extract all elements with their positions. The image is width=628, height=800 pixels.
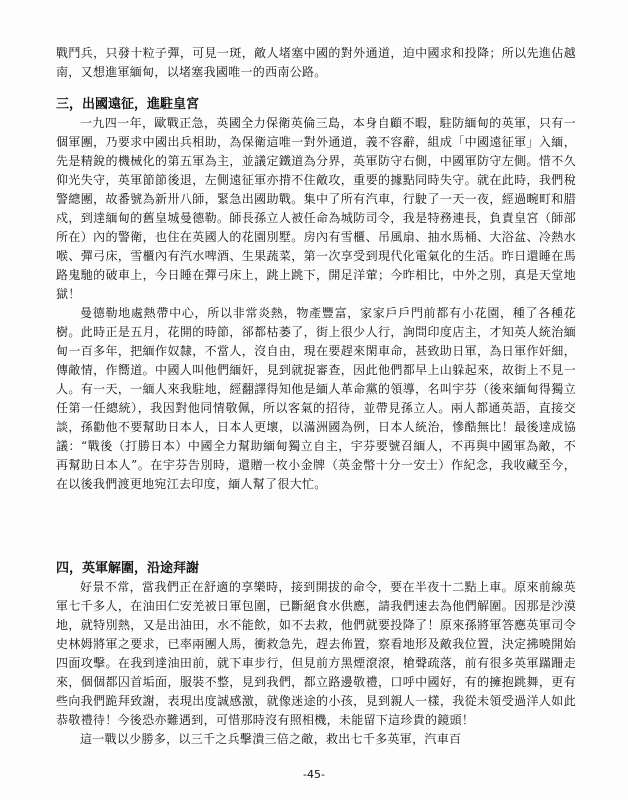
section-heading-3: 三，出國遠征，進駐皇宮 xyxy=(56,97,200,112)
intro-text: 戰鬥兵，只發十粒子彈，可見一斑，敵人堵塞中國的對外通道，迫中國求和投降；所以先進佔越南，又想進軍緬甸，以堵塞我國唯一的西南公路。 xyxy=(56,46,576,79)
section-4-body xyxy=(56,578,576,749)
intro-paragraph xyxy=(56,44,576,82)
section-3-body xyxy=(56,114,576,494)
section-heading-4: 四，英軍解圍，沿途拜謝 xyxy=(56,561,200,576)
section-4-paragraph-1: 好景不常，當我們正在舒適的享樂時，接到開拔的命令，要在半夜十二點上車。原來前線英軍七千多人，在油田仁安羌被日軍包圍，已斷絕食水供應，請我們速去為他們解圍。因那是沙漠地，就特別熱，又是出油田，水不能飲，如不去救，他們就要投降了！原來孫將軍答應英軍司令史林姆將軍之要求，已率兩團人馬，衝救急先，趕去佈置，察看地形及敵我位置，決定拂曉開始四面攻擊。在我到達油田前，就下車步行，但見前方黑煙滾滾，槍聲疏落，前有很多英軍蹣跚走來，個個都囚首垢面，服裝不整，見到我們，都立路邊敬禮，口呼中國好，有的擁抱跳舞，更有些向我們跪拜致謝，表現出度誠感激，就像迷途的小孩，見到親人一樣，我從未領受過洋人如此恭敬禮待！今後恐亦難遇到，可惜那時沒有照相機，未能留下這珍貴的鏡頭！ xyxy=(56,580,576,727)
section-3-paragraph-2: 曼德勒地處熱帶中心，所以非常炎熱，物產豐富，家家戶戶門前都有小花園，種了各種花樹。此時正是五月，花開的時節，郤都枯萎了，街上很少人行，詢問印度店主，才知英人統治緬甸一百多年，把緬作奴隸，不當人，沒自由，現在要趕來閑車命，甚致助日軍，為日軍作奸細，傳敵情，作嚮道。中國人叫他們緬奸，見到就捉審查，因此他們都早上山躲起來，故街上不見一人。有一天，一緬人來我駐地，經翻譯得知他是緬人革命黨的領導，名叫宇芬（後來緬甸得獨立任第一任總統），我因對他同情敬佩，所以客氣的招待，並帶見孫立人。兩人都通英語，直接交談，孫勸他不要幫助日本人，日本人更壞，以滿洲國為例，日本人統治，慘酷無比！最後達成協議：“戰後（打勝日本）中國全力幫助緬甸獨立自主，宇芬要號召緬人，不再與中國軍為敵，不再幫助日本人”。在宇芬告別時，還贈一枚小金牌（英金幣十分一安士）作紀念，我收藏至今，在以後我們渡更地宛江去印度，緬人幫了很大忙。 xyxy=(56,306,576,491)
page-number: -45- xyxy=(303,768,325,781)
section-4-paragraph-2: 這一戰以少勝多，以三千之兵擊潰三倍之敵，救出七千多英軍，汽車百 xyxy=(80,732,462,746)
section-3-paragraph-1: 一九四一年，歐戰正急，英國全力保衛英倫三島，本身自顧不暇，駐防緬甸的英軍，只有一個軍團，乃要求中國出兵相助，為保衛這唯一對外通道，義不容辭，組成「中國遠征軍」入緬，先是精銳的機械化的第五軍為主，並議定鐵道為分界，英軍防守右側，中國軍防守左側。惜不久仰光失守，英軍節節後退，左側遠征軍亦揹不住敵攻，重要的據點同時失守。就在此時，我們稅警總團，故番號為新卅八師，緊急出國助戰。集中了所有汽車，行駛了一天一夜，經過畹町和腊戍，到達緬甸的舊皇城曼德勒。師長孫立人被任命為城防司令，我是特務連長，負責皇宮（師部所在）內的警衛，也住在英國人的花園別墅。房內有雪櫃、吊風扇、抽水馬桶、大浴盆、冷熱水喉、彈弓床，雪櫃內有汽水啤酒、生果蔬菜，第一次享受到現代化電氣化的生活。昨日還睡在馬路鬼馳的破車上，今日睡在彈弓床上，跳上跳下，開足洋葷；今昨相比，中外之別，真是天堂地獄！ xyxy=(56,116,576,301)
